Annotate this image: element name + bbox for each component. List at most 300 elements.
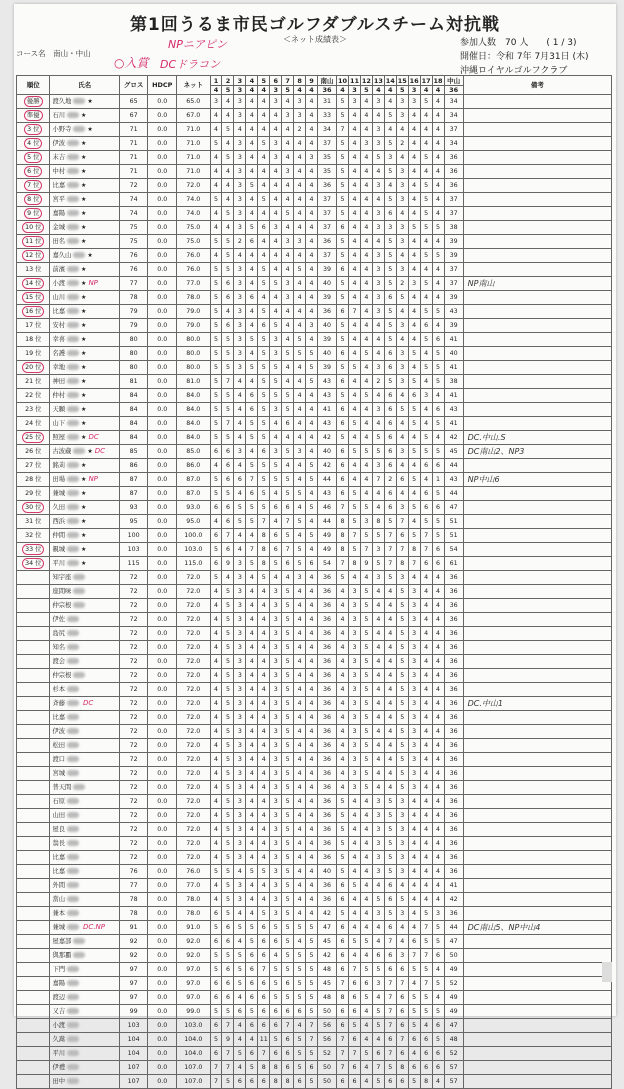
hole-score: 7 bbox=[384, 935, 396, 949]
hole-score: 4 bbox=[258, 781, 270, 795]
gross-cell: 91 bbox=[119, 921, 148, 935]
hole-score: 5 bbox=[432, 1005, 444, 1019]
hole-score: 4 bbox=[246, 319, 258, 333]
player-name-cell bbox=[50, 669, 119, 683]
redacted-name bbox=[67, 910, 79, 916]
remarks-cell bbox=[463, 543, 611, 557]
hdcp-cell: 0.0 bbox=[148, 193, 177, 207]
redacted-name bbox=[67, 182, 79, 188]
hole-score: 5 bbox=[372, 893, 384, 907]
remarks-cell bbox=[463, 1005, 611, 1019]
hole-score: 6 bbox=[282, 417, 294, 431]
hole-score: 3 bbox=[234, 151, 246, 165]
hole-score: 4 bbox=[210, 641, 222, 655]
player-name-cell bbox=[50, 557, 119, 571]
hole-score: 4 bbox=[372, 193, 384, 207]
hole-score: 4 bbox=[294, 739, 306, 753]
rank-cell bbox=[17, 669, 50, 683]
hole-score: 3 bbox=[408, 753, 420, 767]
redacted-name bbox=[67, 868, 79, 874]
rank-value: 17 位 bbox=[25, 321, 42, 329]
hole-score: 4 bbox=[222, 305, 234, 319]
rank-cell bbox=[17, 809, 50, 823]
hole-score: 6 bbox=[246, 291, 258, 305]
hole-score: 4 bbox=[349, 179, 361, 193]
table-row bbox=[17, 739, 612, 753]
hole-score: 4 bbox=[384, 613, 396, 627]
hole-score: 3 bbox=[408, 641, 420, 655]
hole-score: 5 bbox=[360, 613, 372, 627]
table-row bbox=[17, 1061, 612, 1075]
rank-cell bbox=[17, 977, 50, 991]
hole-score: 3 bbox=[234, 739, 246, 753]
hole-score: 3 bbox=[420, 389, 432, 403]
rank-cell bbox=[17, 1047, 50, 1061]
team-star-icon: ★ bbox=[81, 363, 87, 371]
hole-score: 5 bbox=[222, 683, 234, 697]
hole-score: 6 bbox=[210, 1047, 222, 1061]
hole-score: 5 bbox=[349, 879, 361, 893]
middle-total: 47 bbox=[444, 1019, 463, 1033]
player-name: 兼本 bbox=[52, 909, 66, 917]
hole-score: 7 bbox=[258, 963, 270, 977]
remarks-cell bbox=[463, 403, 611, 417]
hole-score: 5 bbox=[258, 263, 270, 277]
hole-score: 5 bbox=[349, 1019, 361, 1033]
player-name-cell bbox=[50, 865, 119, 879]
hole-score: 3 bbox=[349, 781, 361, 795]
hdcp-cell: 0.0 bbox=[148, 837, 177, 851]
hole-score: 4 bbox=[372, 655, 384, 669]
player-name: 比嘉 bbox=[52, 853, 66, 861]
net-cell: 80.0 bbox=[177, 347, 210, 361]
hole-score: 6 bbox=[420, 557, 432, 571]
south-total: 43 bbox=[317, 487, 336, 501]
hole-score: 3 bbox=[349, 641, 361, 655]
redacted-name bbox=[73, 126, 85, 132]
remarks-cell bbox=[463, 655, 611, 669]
hole-score: 5 bbox=[246, 935, 258, 949]
hole-score: 4 bbox=[420, 627, 432, 641]
rank-value: 34 位 bbox=[22, 558, 44, 569]
net-cell: 67.0 bbox=[177, 109, 210, 123]
middle-total: 36 bbox=[444, 585, 463, 599]
hole-score: 4 bbox=[306, 389, 318, 403]
hole-score: 4 bbox=[420, 123, 432, 137]
hole-score: 4 bbox=[234, 1061, 246, 1075]
hole-score: 6 bbox=[337, 305, 349, 319]
hdcp-cell: 0.0 bbox=[148, 529, 177, 543]
redacted-name bbox=[67, 350, 79, 356]
player-name-cell bbox=[50, 1075, 119, 1089]
hole-score: 5 bbox=[396, 627, 408, 641]
hole-score: 5 bbox=[349, 935, 361, 949]
hole-score: 5 bbox=[270, 977, 282, 991]
hole-score: 4 bbox=[432, 767, 444, 781]
hole-score: 6 bbox=[432, 1019, 444, 1033]
rank-value: 8 位 bbox=[24, 194, 42, 205]
redacted-name bbox=[67, 196, 79, 202]
hole-score: 4 bbox=[306, 249, 318, 263]
rank-cell bbox=[17, 137, 50, 151]
net-cell: 86.0 bbox=[177, 459, 210, 473]
hole-score: 6 bbox=[337, 949, 349, 963]
hole-score: 6 bbox=[396, 1019, 408, 1033]
hole-score: 3 bbox=[396, 571, 408, 585]
hole-score: 4 bbox=[306, 893, 318, 907]
hole-score: 3 bbox=[234, 753, 246, 767]
hole-score: 4 bbox=[306, 907, 318, 921]
hole-score: 6 bbox=[210, 935, 222, 949]
header-par: 5 bbox=[360, 86, 372, 95]
remarks-cell bbox=[463, 739, 611, 753]
hole-score: 4 bbox=[294, 809, 306, 823]
net-cell: 77.0 bbox=[177, 879, 210, 893]
hole-score: 3 bbox=[234, 193, 246, 207]
hdcp-cell: 0.0 bbox=[148, 963, 177, 977]
hole-score: 3 bbox=[306, 151, 318, 165]
hole-score: 3 bbox=[408, 627, 420, 641]
hole-score: 4 bbox=[306, 277, 318, 291]
player-name: 比嘉 bbox=[52, 713, 66, 721]
hole-score: 4 bbox=[372, 333, 384, 347]
hole-score: 3 bbox=[349, 753, 361, 767]
player-name: 平川 bbox=[52, 1049, 66, 1057]
hole-score: 7 bbox=[384, 977, 396, 991]
hole-score: 4 bbox=[432, 235, 444, 249]
hole-score: 4 bbox=[294, 1019, 306, 1033]
hole-score: 4 bbox=[246, 767, 258, 781]
rank-cell bbox=[17, 389, 50, 403]
rank-cell bbox=[17, 613, 50, 627]
hole-score: 4 bbox=[210, 459, 222, 473]
hole-score: 5 bbox=[222, 655, 234, 669]
redacted-name bbox=[67, 700, 79, 706]
hole-score: 5 bbox=[258, 375, 270, 389]
event-info bbox=[460, 36, 589, 78]
hole-score: 6 bbox=[384, 949, 396, 963]
hole-score: 5 bbox=[282, 781, 294, 795]
player-name: 山下 bbox=[52, 419, 66, 427]
hole-score: 5 bbox=[258, 333, 270, 347]
hole-score: 5 bbox=[420, 991, 432, 1005]
middle-total: 51 bbox=[444, 515, 463, 529]
table-row bbox=[17, 851, 612, 865]
middle-total: 36 bbox=[444, 851, 463, 865]
header-hole-number: 15 bbox=[397, 76, 407, 85]
hole-score: 4 bbox=[246, 893, 258, 907]
hole-score: 4 bbox=[408, 515, 420, 529]
hole-score: 7 bbox=[349, 529, 361, 543]
hole-score: 5 bbox=[408, 417, 420, 431]
south-total: 36 bbox=[317, 235, 336, 249]
player-name-cell bbox=[50, 1033, 119, 1047]
south-total: 31 bbox=[317, 95, 336, 109]
hole-score: 5 bbox=[294, 515, 306, 529]
middle-total: 57 bbox=[444, 1061, 463, 1075]
hole-score: 5 bbox=[270, 991, 282, 1005]
rank-cell bbox=[17, 109, 50, 123]
hole-score: 3 bbox=[349, 655, 361, 669]
hole-score: 4 bbox=[432, 753, 444, 767]
player-name: 神田 bbox=[52, 377, 66, 385]
hole-score: 6 bbox=[222, 991, 234, 1005]
hole-score: 4 bbox=[246, 165, 258, 179]
header-south-total: 南山 bbox=[317, 76, 336, 86]
hdcp-cell: 0.0 bbox=[148, 431, 177, 445]
hole-score: 4 bbox=[282, 571, 294, 585]
hole-score: 3 bbox=[396, 501, 408, 515]
hole-score: 5 bbox=[222, 781, 234, 795]
rank-cell bbox=[17, 403, 50, 417]
hole-score: 4 bbox=[210, 249, 222, 263]
net-cell: 103.0 bbox=[177, 543, 210, 557]
team-star-icon: ★ bbox=[81, 139, 87, 147]
hole-score: 5 bbox=[222, 739, 234, 753]
player-name: 平川 bbox=[52, 559, 66, 567]
hole-score: 4 bbox=[432, 109, 444, 123]
net-cell: 72.0 bbox=[177, 697, 210, 711]
header-hole-number: 17 bbox=[421, 76, 431, 85]
hole-score: 4 bbox=[372, 613, 384, 627]
table-row bbox=[17, 207, 612, 221]
hole-score: 6 bbox=[246, 963, 258, 977]
hole-score: 5 bbox=[432, 921, 444, 935]
player-name: 渡会 bbox=[52, 657, 66, 665]
hdcp-cell: 0.0 bbox=[148, 977, 177, 991]
hole-score: 7 bbox=[337, 1061, 349, 1075]
net-cell: 93.0 bbox=[177, 501, 210, 515]
gross-cell: 87 bbox=[119, 487, 148, 501]
player-name-cell bbox=[50, 641, 119, 655]
hole-score: 4 bbox=[270, 431, 282, 445]
player-name: 石原 bbox=[52, 797, 66, 805]
hole-score: 3 bbox=[282, 109, 294, 123]
hole-score: 5 bbox=[222, 403, 234, 417]
hole-score: 4 bbox=[337, 669, 349, 683]
hole-score: 3 bbox=[270, 613, 282, 627]
rank-cell bbox=[17, 375, 50, 389]
hole-score: 7 bbox=[337, 977, 349, 991]
hole-score: 4 bbox=[282, 305, 294, 319]
hole-score: 5 bbox=[282, 641, 294, 655]
player-name: 小渡 bbox=[52, 1021, 66, 1029]
middle-total: 44 bbox=[444, 487, 463, 501]
score-table bbox=[16, 75, 612, 1089]
team-star-icon: ★ bbox=[81, 391, 87, 399]
hole-score: 6 bbox=[210, 557, 222, 571]
hole-score: 4 bbox=[432, 613, 444, 627]
hole-score: 4 bbox=[432, 655, 444, 669]
hole-score: 4 bbox=[432, 641, 444, 655]
hole-score: 5 bbox=[408, 347, 420, 361]
gross-cell: 104 bbox=[119, 1033, 148, 1047]
hole-score: 6 bbox=[396, 529, 408, 543]
hdcp-cell: 0.0 bbox=[148, 165, 177, 179]
hole-score: 5 bbox=[258, 277, 270, 291]
redacted-name bbox=[67, 882, 79, 888]
team-star-icon: ★ bbox=[81, 434, 87, 441]
hole-score: 3 bbox=[270, 445, 282, 459]
table-row bbox=[17, 431, 612, 445]
hole-score: 4 bbox=[372, 501, 384, 515]
hdcp-cell: 0.0 bbox=[148, 655, 177, 669]
hole-score: 6 bbox=[306, 1061, 318, 1075]
remarks-cell bbox=[463, 1061, 611, 1075]
hole-score: 5 bbox=[420, 95, 432, 109]
hdcp-cell: 0.0 bbox=[148, 613, 177, 627]
hdcp-cell: 0.0 bbox=[148, 571, 177, 585]
hole-score: 3 bbox=[372, 137, 384, 151]
table-row bbox=[17, 823, 612, 837]
south-total: 35 bbox=[317, 151, 336, 165]
hole-score: 5 bbox=[234, 515, 246, 529]
hole-score: 5 bbox=[282, 669, 294, 683]
hdcp-cell: 0.0 bbox=[148, 767, 177, 781]
hole-score: 5 bbox=[384, 109, 396, 123]
net-cell: 97.0 bbox=[177, 963, 210, 977]
hole-score: 6 bbox=[384, 389, 396, 403]
hole-score: 4 bbox=[360, 417, 372, 431]
hole-score: 3 bbox=[294, 95, 306, 109]
hole-score: 7 bbox=[408, 949, 420, 963]
hole-score: 5 bbox=[349, 543, 361, 557]
table-row bbox=[17, 935, 612, 949]
hole-score: 5 bbox=[420, 445, 432, 459]
net-cell: 107.0 bbox=[177, 1075, 210, 1089]
hole-score: 4 bbox=[420, 473, 432, 487]
hole-score: 5 bbox=[396, 711, 408, 725]
table-row bbox=[17, 235, 612, 249]
hole-score: 3 bbox=[234, 263, 246, 277]
hole-score: 4 bbox=[349, 459, 361, 473]
hole-score: 4 bbox=[294, 403, 306, 417]
hole-score: 4 bbox=[349, 571, 361, 585]
hole-score: 5 bbox=[294, 543, 306, 557]
player-name-cell bbox=[50, 277, 119, 291]
hole-score: 5 bbox=[396, 585, 408, 599]
hole-score: 9 bbox=[360, 557, 372, 571]
hole-score: 4 bbox=[372, 165, 384, 179]
hole-score: 3 bbox=[372, 403, 384, 417]
hole-score: 4 bbox=[258, 683, 270, 697]
hole-score: 4 bbox=[294, 529, 306, 543]
hole-score: 6 bbox=[420, 487, 432, 501]
hole-score: 3 bbox=[408, 599, 420, 613]
header-par: 5 bbox=[222, 86, 234, 95]
hdcp-cell: 0.0 bbox=[148, 809, 177, 823]
hole-score: 5 bbox=[384, 907, 396, 921]
hole-score: 3 bbox=[270, 403, 282, 417]
redacted-name bbox=[67, 966, 79, 972]
hole-score: 4 bbox=[210, 781, 222, 795]
team-star-icon: ★ bbox=[81, 265, 87, 273]
header-hole-number: 18 bbox=[433, 76, 443, 85]
hole-score: 4 bbox=[306, 571, 318, 585]
hole-score: 4 bbox=[306, 781, 318, 795]
middle-total: 41 bbox=[444, 389, 463, 403]
hole-score: 4 bbox=[234, 403, 246, 417]
gross-cell: 103 bbox=[119, 1019, 148, 1033]
hole-score: 4 bbox=[420, 753, 432, 767]
hdcp-cell: 0.0 bbox=[148, 95, 177, 109]
hole-score: 3 bbox=[270, 823, 282, 837]
player-name: 普天間 bbox=[52, 783, 72, 791]
hole-score: 7 bbox=[384, 529, 396, 543]
hole-score: 5 bbox=[222, 907, 234, 921]
gross-cell: 72 bbox=[119, 683, 148, 697]
hole-score: 4 bbox=[349, 165, 361, 179]
middle-total: 36 bbox=[444, 823, 463, 837]
hole-score: 4 bbox=[222, 193, 234, 207]
redacted-name bbox=[67, 308, 79, 314]
hole-score: 6 bbox=[420, 1061, 432, 1075]
hole-score: 3 bbox=[372, 361, 384, 375]
hole-score: 8 bbox=[420, 1075, 432, 1089]
gross-cell: 99 bbox=[119, 1005, 148, 1019]
hole-score: 7 bbox=[258, 515, 270, 529]
player-name: 石川 bbox=[52, 111, 66, 119]
hole-score: 4 bbox=[432, 179, 444, 193]
hole-score: 5 bbox=[396, 291, 408, 305]
hole-score: 4 bbox=[349, 151, 361, 165]
hole-score: 6 bbox=[246, 1019, 258, 1033]
south-total: 50 bbox=[317, 1075, 336, 1089]
header-hole-number: 6 bbox=[270, 76, 282, 86]
gross-cell: 76 bbox=[119, 865, 148, 879]
hole-score: 4 bbox=[306, 109, 318, 123]
table-row bbox=[17, 95, 612, 109]
hole-score: 5 bbox=[360, 627, 372, 641]
rank-cell bbox=[17, 221, 50, 235]
hdcp-cell: 0.0 bbox=[148, 683, 177, 697]
rank-value: 13 位 bbox=[25, 265, 42, 273]
hole-score: 4 bbox=[258, 669, 270, 683]
hole-score: 5 bbox=[294, 921, 306, 935]
hole-score: 4 bbox=[420, 109, 432, 123]
hole-score: 5 bbox=[282, 753, 294, 767]
redacted-name bbox=[67, 1064, 79, 1070]
header-hole-number: 12 bbox=[361, 76, 371, 85]
hole-score: 7 bbox=[396, 977, 408, 991]
hole-score: 4 bbox=[210, 151, 222, 165]
hole-score: 5 bbox=[349, 487, 361, 501]
south-total: 36 bbox=[317, 683, 336, 697]
player-name: 兼城 bbox=[52, 924, 66, 931]
hole-score: 4 bbox=[270, 165, 282, 179]
hole-score: 6 bbox=[384, 501, 396, 515]
hole-score: 6 bbox=[258, 1005, 270, 1019]
rank-value: 23 位 bbox=[25, 405, 42, 413]
hdcp-cell: 0.0 bbox=[148, 1005, 177, 1019]
hole-score: 4 bbox=[432, 291, 444, 305]
redacted-name bbox=[67, 1078, 79, 1084]
hole-score: 4 bbox=[432, 585, 444, 599]
table-row bbox=[17, 417, 612, 431]
hole-score: 5 bbox=[396, 669, 408, 683]
hole-score: 7 bbox=[384, 557, 396, 571]
hole-score: 6 bbox=[337, 263, 349, 277]
table-row bbox=[17, 389, 612, 403]
hole-score: 4 bbox=[306, 613, 318, 627]
hole-score: 5 bbox=[396, 655, 408, 669]
player-name: 渡久地 bbox=[52, 97, 72, 105]
hole-score: 3 bbox=[408, 697, 420, 711]
south-total: 54 bbox=[317, 557, 336, 571]
hole-score: 4 bbox=[420, 739, 432, 753]
hole-score: 4 bbox=[294, 375, 306, 389]
hole-score: 4 bbox=[306, 697, 318, 711]
